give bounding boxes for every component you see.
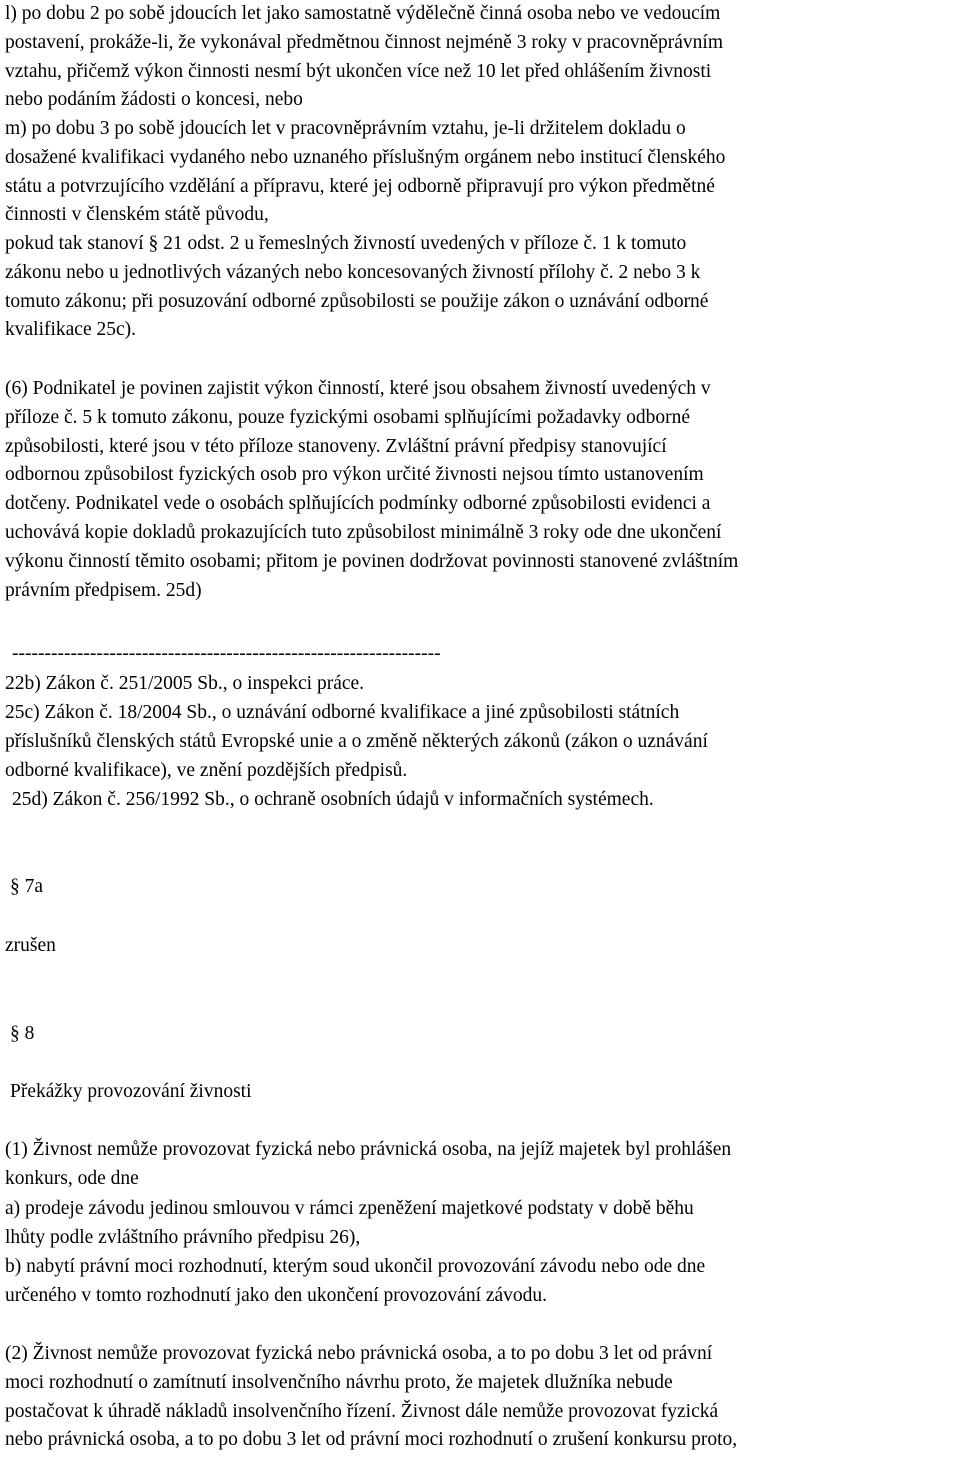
paragraph-8-1-b: b) nabytí právní moci rozhodnutí, kterým soud ukončil provozování závodu nebo ode dne určeného v tomto rozhodnutí jako den ukončení provozování závodu. [5,1256,706,1306]
section-8-heading: § 8 [10,1023,35,1044]
paragraph-item-l: l) po dobu 2 po sobě jdoucích let jako samostatně výdělečně činná osoba nebo ve vedoucím postavení, prokáže-li, že vykonával předmětnou činnost nejméně 3 roky v pracovněprávním vztahu, přičemž výkon činnosti nesmí být ukončen více než 10 let před ohlášením živnosti nebo podáním žádosti o koncesi, nebo [5,3,724,111]
section-8-title: Překážky provozování živnosti [10,1081,252,1102]
paragraph-8-1-a: a) prodeje závodu jedinou smlouvou v rámci zpeněžení majetkové podstaty v době běhu lhůty podle zvláštního právního předpisu 26), [5,1198,694,1248]
paragraph-8-1: (1) Živnost nemůže provozovat fyzická nebo právnická osoba, na jejíž majetek byl prohlášen konkurs, ode dne [5,1139,732,1189]
section-7a-heading: § 7a [10,876,44,897]
footnote-22b: 22b) Zákon č. 251/2005 Sb., o inspekci práce. [5,673,365,694]
paragraph-pokud: pokud tak stanoví § 21 odst. 2 u řemeslných živností uvedených v příloze č. 1 k tomuto zákonu nebo u jednotlivých vázaných nebo koncesovaných živností přílohy č. 2 nebo 3 k tomuto zákonu; při posuzování odborné způsobilosti se použije zákon o uznávání odborné kvalifikace 25c). [5,233,709,341]
paragraph-8-2: (2) Živnost nemůže provozovat fyzická nebo právnická osoba, a to po dobu 3 let od právní moci rozhodnutí o zamítnutí insolvenčního návrhu proto, že majetek dlužníka nebude postačovat k úhradě nákladů insolvenčního řízení. Živnost dále nemůže provozovat fyzická nebo právnická osoba, a to po dobu 3 let od právní moci rozhodnutí o zrušení konkursu proto, [5,1343,738,1451]
footnote-25c: 25c) Zákon č. 18/2004 Sb., o uznávání odborné kvalifikace a jiné způsobilosti státních příslušníků členských států Evropské unie a o změně některých zákonů (zákon o uznávání odborné kvalifikace), ve znění pozdějších předpisů. [5,702,708,781]
footnote-25d: 25d) Zákon č. 256/1992 Sb., o ochraně osobních údajů v informačních systémech. [12,789,654,810]
footnote-separator: ------------------------------------------------------------------ [12,643,441,664]
paragraph-item-m: m) po dobu 3 po sobě jdoucích let v pracovněprávním vztahu, je-li držitelem dokladu o dosažené kvalifikaci vydaného nebo uznaného příslušným orgánem nebo institucí členského státu a potvrzujícího vzdělání a přípravu, které jej odborně připravují pro výkon předmětné činnosti v členském státě původu, [5,118,726,226]
section-7a-status: zrušen [5,935,56,956]
paragraph-6: (6) Podnikatel je povinen zajistit výkon činností, které jsou obsahem živností uvedených v příloze č. 5 k tomuto zákonu, pouze fyzickými osobami splňujícími požadavky odborné způsobilosti, které jsou v této příloze stanoveny. Zvláštní právní předpisy stanovující odbornou způsobilost fyzických osob pro výkon určité živnosti nejsou tímto ustanovením dotčeny. Podnikatel vede o osobách splňujících podmínky odborné způsobilosti evidenci a uchovává kopie dokladů prokazujících tuto způsobilost minimálně 3 roky ode dne ukončení výkonu činností těmito osobami; přitom je povinen dodržovat povinnosti stanovené zvláštním právním předpisem. 25d) [5,378,739,601]
